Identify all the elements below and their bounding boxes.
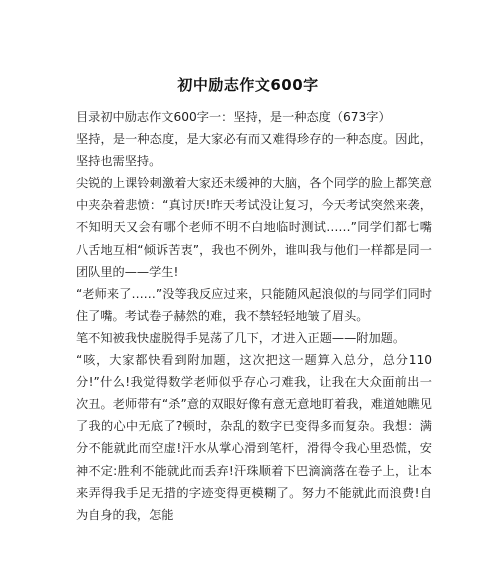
essay-body [76, 106, 432, 526]
essay-paragraph-5: “咳，大家都快看到附加题，这次把这一题算入总分，总分110分!”什么!我觉得数学老师似乎存心刁难我，让我在大众面前出一次丑。老师带有“杀”意的双眼好像有意无意地盯着我，难道她瞧见了我的心中无底了?顿时，杂乱的数字已变得多而复杂。我想：满分不能就此而空虚!汗水从掌心滑到笔杆，滑得令我心里恐慌，安神不定:胜利不能就此而丢弃!汗珠顺着下巴滴滴落在卷子上，让本来弄得我手足无措的字迹变得更模糊了。努力不能就此而浪费!自为自身的我，怎能 [76, 353, 432, 522]
page-title: 初中励志作文600字 [177, 76, 319, 94]
essay-paragraph-3: “老师来了……”没等我反应过来，只能随风起浪似的与同学们同时住了嘴。考试卷子赫然的难，我不禁轻轻地皱了眉头。 [76, 286, 432, 323]
essay-paragraph-toc: 目录初中励志作文600字一：坚持，是一种态度（673字） [76, 110, 391, 124]
essay-paragraph-1: 坚持，是一种态度，是大家必有而又难得珍存的一种态度。因此，坚持也需坚持。 [76, 132, 432, 169]
essay-paragraph-2: 尖锐的上课铃刺激着大家还未缓神的大脑，各个同学的脸上都笑意中夹杂着悲愤：“真讨厌!昨天考试没让复习，今天考试突然来袭，不知明天又会有哪个老师不明不白地临时测试……”同学们都七嘴八舌地互相“倾诉苦衷”，我也不例外，谁叫我与他们一样都是同一团队里的——学生! [76, 176, 432, 279]
essay-paragraph-4: 笔不知被我快虚脱得手晃荡了几下，才进入正题——附加题。 [76, 330, 406, 345]
